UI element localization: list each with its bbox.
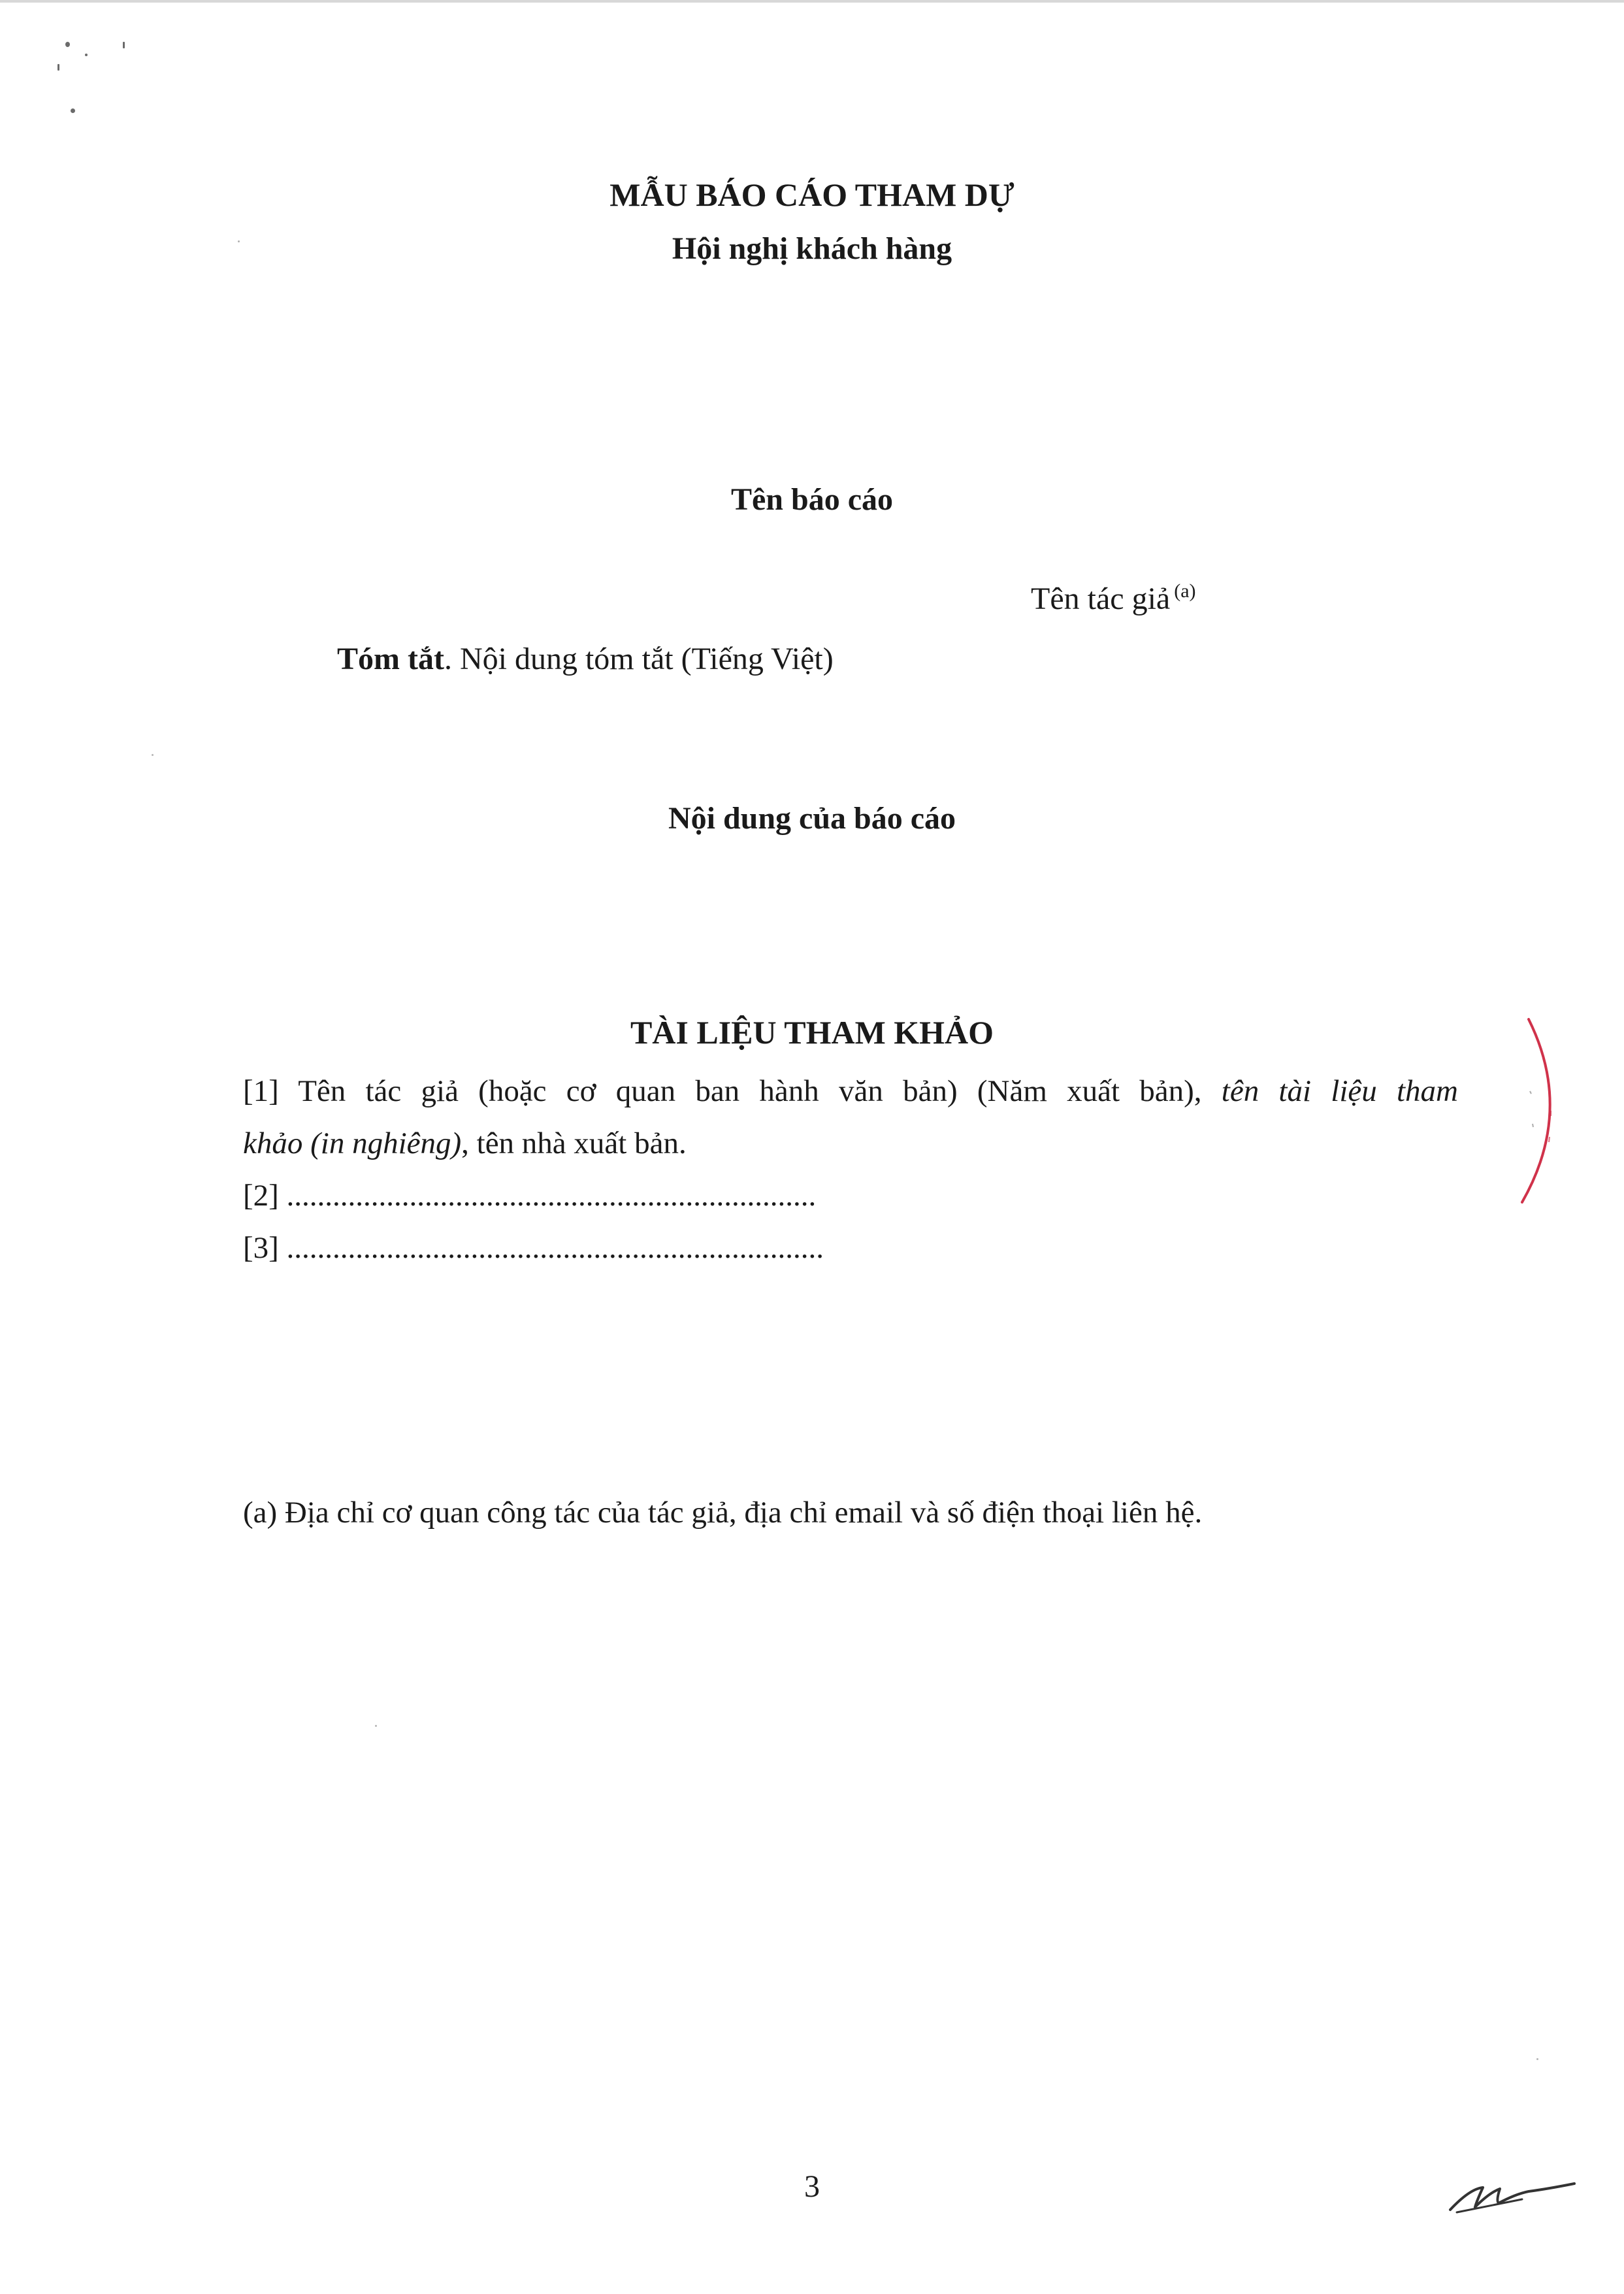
reference-1-line-2 — [243, 1117, 1458, 1170]
speck — [375, 1725, 377, 1727]
reference-1-title-start: tên tài liệu tham — [1221, 1074, 1459, 1108]
stamp-edge-icon — [1502, 1006, 1581, 1215]
speck — [123, 42, 125, 48]
page-number: 3 — [804, 2169, 820, 2204]
speck — [65, 42, 70, 47]
author-line — [1031, 580, 1196, 618]
scan-top-edge — [0, 0, 1624, 3]
reference-2: [2] ..................................................................... — [243, 1179, 817, 1213]
abstract-label: Tóm tắt — [337, 642, 444, 676]
signature-icon — [1444, 2169, 1581, 2221]
abstract-line — [337, 640, 834, 678]
content-heading: Nội dung của báo cáo — [668, 801, 956, 836]
references-heading: TÀI LIỆU THAM KHẢO — [630, 1014, 994, 1051]
reference-1-line-1 — [243, 1065, 1458, 1117]
reference-1-authors: [1] Tên tác giả (hoặc cơ quan ban hành văn bản) (Năm xuất bản), — [243, 1074, 1222, 1108]
speck — [57, 64, 59, 71]
author-footnote-marker: (a) — [1174, 580, 1196, 602]
reference-1-title-end: khảo (in nghiêng) — [243, 1126, 462, 1160]
speck — [152, 754, 154, 756]
abstract-text: . Nội dung tóm tắt (Tiếng Việt) — [444, 642, 834, 676]
speck — [71, 108, 75, 113]
author-footnote: (a) Địa chỉ cơ quan công tác của tác giả, địa chỉ email và số điện thoại liên hệ. — [243, 1496, 1203, 1530]
references-list — [243, 1065, 1458, 1274]
report-name: Tên báo cáo — [730, 482, 893, 517]
speck — [85, 54, 88, 56]
document-subtitle: Hội nghị khách hàng — [672, 231, 952, 266]
speck — [1536, 2058, 1538, 2060]
reference-1-publisher: , tên nhà xuất bản. — [461, 1126, 687, 1160]
reference-3: [3] ...................................................................... — [243, 1231, 824, 1265]
document-title: MẪU BÁO CÁO THAM DỰ — [609, 176, 1015, 213]
author-name: Tên tác giả — [1031, 582, 1171, 616]
